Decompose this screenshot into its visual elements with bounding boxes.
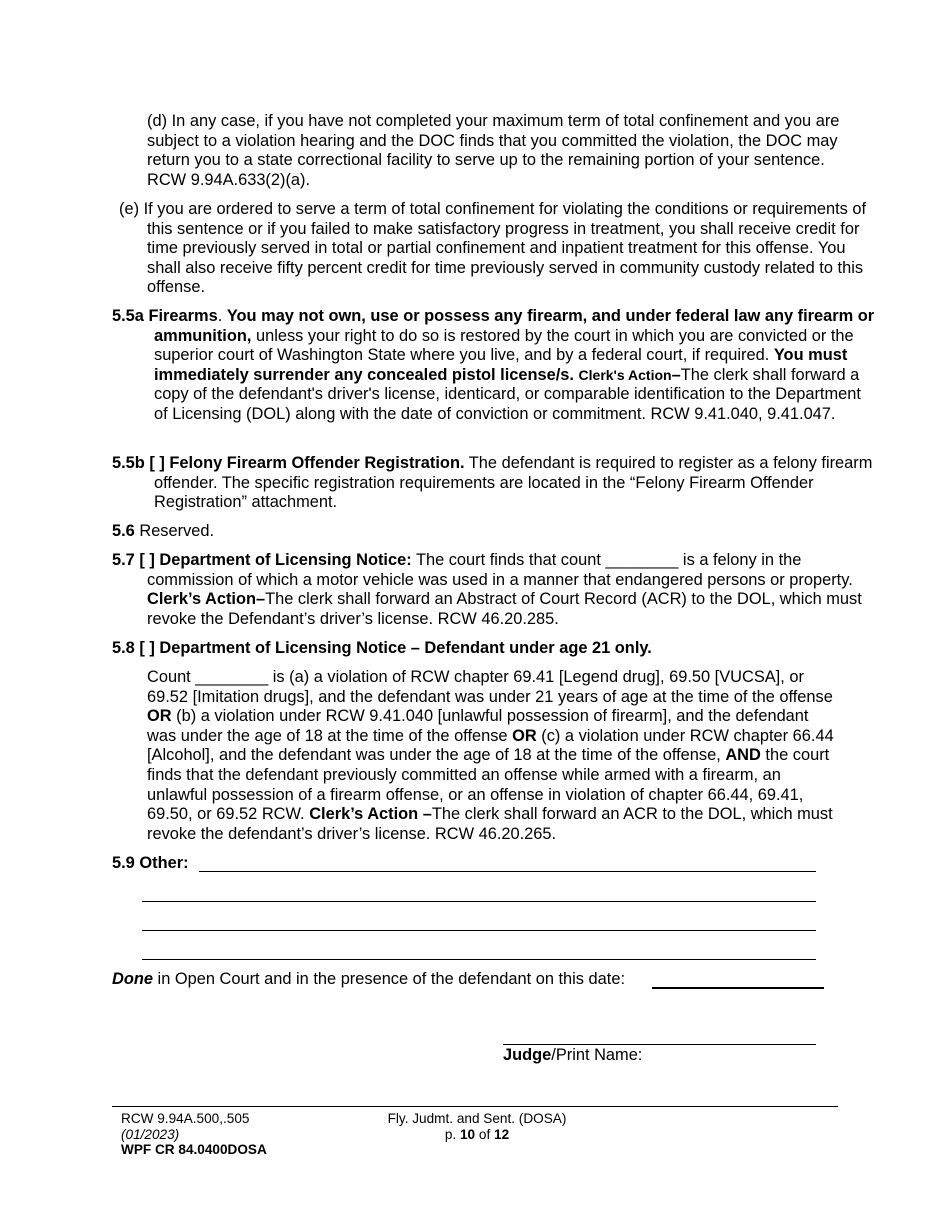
footer-page-of: of (478, 1126, 491, 1142)
section-5-7 (112, 551, 872, 629)
section-5-7-number: 5.7 (112, 551, 135, 569)
section-5-7-text1: The court finds that count ________ is a felony in the commission of which a motor vehicle was used in a manner that endangered persons or property. (147, 551, 853, 589)
section-5-5a: 5.5a Firearms. You may not own, use or possess any firearm, and under federal law any firearm or ammunition, unless your right to do so is restored by the court in which you are convicted or the superior court of Washington State where you live, and by a federal court, if required. You must immediately surrender any concealed pistol license/s. Clerk's Action–The clerk shall forward a copy of the defendant's driver's license, identicard, or comparable identification to the Department of Licensing (DOL) along with the date of conviction or commitment. RCW 9.41.040, 9.41.047. (112, 307, 875, 423)
footer-center (362, 1111, 592, 1142)
judge-label (503, 1046, 823, 1066)
section-5-5a-title: Firearms (148, 307, 218, 325)
footer-title: Fly. Judmt. and Sent. (DOSA) (387, 1111, 567, 1126)
section-5-8-number: 5.8 (112, 639, 135, 657)
section-5-8-checkbox[interactable]: [ ] (139, 639, 155, 657)
section-5-5b-text: The defendant is required to register as a felony firearm offender. The specific registration requirements are located in the “Felony Firearm Offender Registration” attachment. (154, 454, 873, 512)
paragraph-e-text: If you are ordered to serve a term of total confinement for violating the conditions or requirements of this sentence or if you failed to make satisfactory progress in treatment, you shall receive credit for time previously served in total or partial confinement and inpatient treatment for this offense. You shall also receive fifty percent credit for time previously served in community custody related to this offense. (143, 200, 867, 297)
section-5-6-number: 5.6 (112, 522, 135, 540)
footer-date: (01/2023) (121, 1126, 180, 1142)
footer-left (121, 1111, 381, 1158)
paragraph-d-label: (d) (147, 112, 168, 130)
footer-page-number: 10 (459, 1126, 476, 1142)
other-line-1[interactable] (199, 871, 816, 872)
section-5-8-and: AND (725, 746, 761, 765)
footer-rcw: RCW 9.94A.500,.505 (121, 1111, 250, 1126)
section-5-7-clerk-action: Clerk’s Action– (147, 590, 266, 609)
section-5-8-t2: (b) a violation under RCW 9.41.040 [unlawful possession of firearm], and the defendant was under the age of 18 at the time of the offense (147, 707, 809, 745)
section-5-5a-number: 5.5a (112, 307, 144, 325)
section-5-5b-checkbox[interactable]: [ ] (149, 454, 165, 472)
footer-page-prefix: p. (444, 1126, 457, 1142)
section-5-5b-number: 5.5b (112, 454, 145, 472)
section-5-7-checkbox[interactable]: [ ] (139, 551, 155, 569)
section-5-5a-bold1: You may not own, use or possess any firearm, and under federal law any firearm or ammunition, (154, 307, 875, 345)
section-5-5b-title: Felony Firearm Offender Registration. (169, 454, 465, 472)
section-5-5a-text1: unless your right to do so is restored by the court in which you are convicted or the superior court of Washington State where you live, and by a federal court, if required. (154, 326, 854, 365)
section-5-6-text: Reserved. (139, 522, 215, 540)
section-5-8-heading (112, 639, 837, 659)
section-5-7-title: Department of Licensing Notice: (159, 551, 412, 569)
paragraph-e-label: (e) (119, 200, 140, 218)
section-5-8-t1: Count ________ is (a) a violation of RCW chapter 69.41 [Legend drug], 69.50 [VUCSA], or 69.52 [Imitation drugs], and the defendant was under 21 years of age at the time of the offense (147, 668, 833, 706)
section-5-8-or2: OR (512, 726, 537, 745)
section-5-7-text2: The clerk shall forward an Abstract of Court Record (ACR) to the DOL, which must revoke the Defendant’s driver’s license. RCW 46.20.285. (147, 590, 862, 628)
date-signature-line[interactable] (652, 987, 824, 989)
footer-form: WPF CR 84.0400DOSA (121, 1142, 267, 1157)
paragraph-e (119, 200, 867, 298)
other-line-2[interactable] (142, 901, 816, 902)
section-5-5a-text2: The clerk shall forward a copy of the defendant's driver's license, identicard, or comparable identification to the Department of Licensing (DOL) along with the date of conviction or commitment. RCW 9.41.040, 9.41.047. (154, 365, 861, 423)
section-5-5b (112, 454, 879, 513)
section-5-8-body (147, 668, 837, 844)
section-5-5a-bold2: You must immediately surrender any concealed pistol license/s. (154, 346, 848, 384)
paragraph-d-text: In any case, if you have not completed your maximum term of total confinement and you are subject to a violation hearing and the DOC finds that you committed the violation, the DOC may return you to a state correctional facility to serve up to the remaining portion of your sentence. RCW 9.94A.633(2)(a). (147, 112, 840, 189)
paragraph-d (119, 112, 867, 190)
judge-text: /Print Name: (551, 1046, 643, 1064)
section-5-8-t4: the court finds that the defendant previously committed an offense while armed with a firearm, an unlawful possession of a firearm offense, or an offense in violation of chapter 66.44, 69.41, 69.50, or 69.52 RCW. (147, 746, 830, 824)
section-5-9-title: Other: (139, 854, 189, 872)
section-5-8-t3: (c) a violation under RCW chapter 66.44 [Alcohol], and the defendant was under the age of 18 at the time of the offense, (147, 726, 834, 765)
section-5-8-t5: The clerk shall forward an ACR to the DOL, which must revoke the defendant’s driver’s license. RCW 46.20.265. (147, 805, 833, 843)
section-5-8-title: Department of Licensing Notice – Defendant under age 21 only. (159, 639, 652, 657)
other-line-3[interactable] (142, 930, 816, 931)
footer-rule (112, 1106, 838, 1107)
done-text: in Open Court and in the presence of the defendant on this date: (157, 970, 626, 988)
done-bold: Done (112, 970, 153, 988)
footer-page (362, 1127, 592, 1143)
done-line (112, 970, 672, 990)
section-5-9-number: 5.9 (112, 854, 135, 872)
section-5-8-clerk-action: Clerk’s Action – (309, 805, 432, 824)
judge-bold: Judge (503, 1046, 552, 1064)
judge-signature-line[interactable] (503, 1044, 816, 1045)
section-5-6 (112, 522, 837, 542)
section-5-5a-clerk-action: Clerk's Action (578, 366, 672, 383)
footer-page-total: 12 (494, 1126, 510, 1142)
other-line-4[interactable] (142, 959, 816, 960)
section-5-8-or1: OR (147, 707, 172, 726)
